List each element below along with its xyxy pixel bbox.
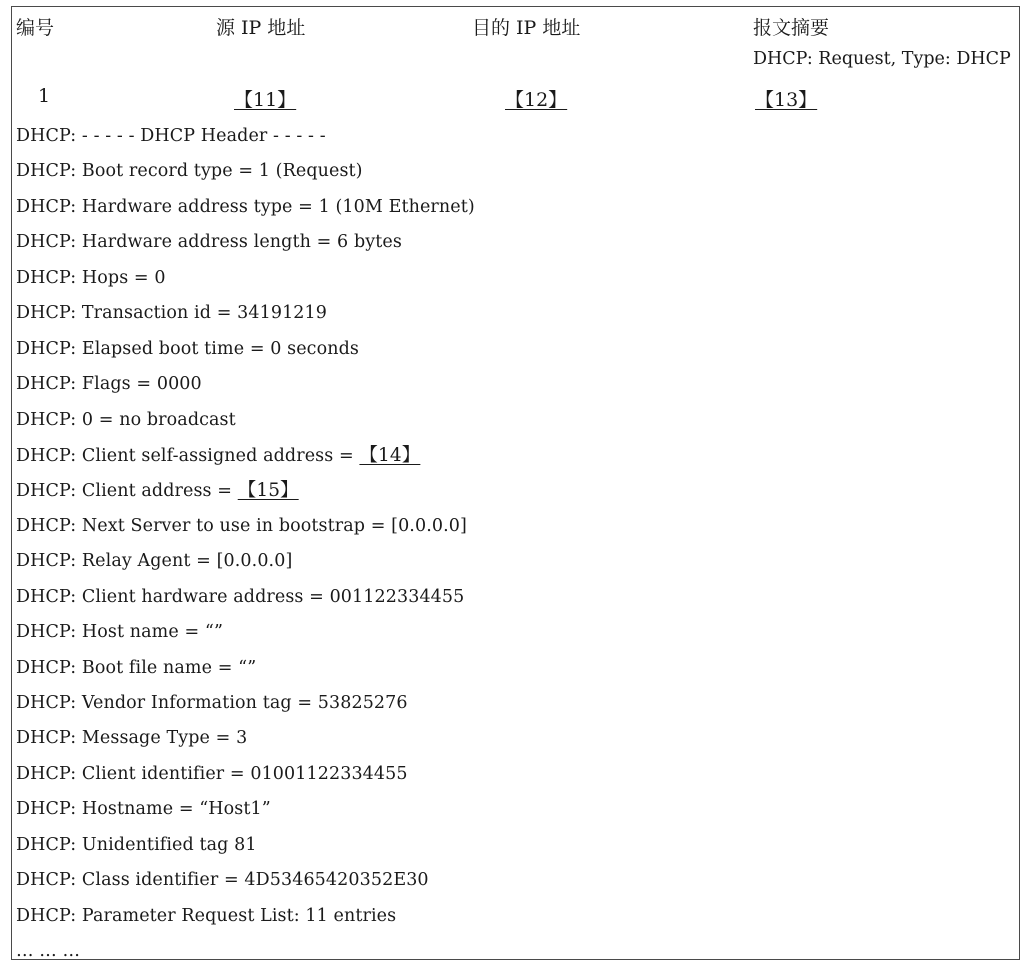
detail-line-text: DHCP: Client self-assigned address = xyxy=(16,445,360,466)
blank-14: 【14】 xyxy=(359,444,421,466)
detail-line: DHCP: Elapsed boot time = 0 seconds xyxy=(16,338,359,359)
blank-13: 【13】 xyxy=(755,89,818,111)
detail-line: DHCP: Next Server to use in bootstrap = [0.0.0.0] xyxy=(16,515,467,536)
dhcp-detail-lines xyxy=(16,119,1016,970)
detail-line: DHCP: Relay Agent = [0.0.0.0] xyxy=(16,551,293,572)
detail-line: DHCP: Flags = 0000 xyxy=(16,374,202,395)
detail-line: DHCP: Boot file name = “” xyxy=(16,657,257,678)
header-summary: 报文摘要 xyxy=(753,17,830,39)
detail-line: DHCP: Client hardware address = 001122334455 xyxy=(16,586,465,607)
detail-line: DHCP: Hops = 0 xyxy=(16,267,166,288)
detail-line: DHCP: Hardware address length = 6 bytes xyxy=(16,232,402,253)
detail-line: DHCP: Unidentified tag 81 xyxy=(16,834,257,855)
detail-line: DHCP: Hostname = “Host1” xyxy=(16,799,271,820)
detail-line: DHCP: Message Type = 3 xyxy=(16,728,248,749)
detail-line: DHCP: Client identifier = 01001122334455 xyxy=(16,763,408,784)
summary-value: DHCP: Request, Type: DHCP xyxy=(753,49,1011,69)
detail-line: DHCP: - - - - - DHCP Header - - - - - xyxy=(16,126,326,146)
detail-line-text: DHCP: Client address = xyxy=(16,481,238,502)
header-number: 编号 xyxy=(16,17,55,39)
detail-line: DHCP: Host name = “” xyxy=(16,622,224,643)
blank-15: 【15】 xyxy=(237,480,299,502)
detail-line-self-assigned xyxy=(16,438,1016,473)
detail-line: DHCP: Vendor Information tag = 53825276 xyxy=(16,693,408,713)
detail-line: DHCP: Boot record type = 1 (Request) xyxy=(16,161,363,182)
blank-12: 【12】 xyxy=(505,89,568,111)
row-number: 1 xyxy=(38,85,51,107)
header-source-ip: 源 IP 地址 xyxy=(216,17,306,39)
header-destination-ip: 目的 IP 地址 xyxy=(472,17,581,39)
detail-line: DHCP: Hardware address type = 1 (10M Ethernet) xyxy=(16,196,475,217)
detail-line: DHCP: Parameter Request List: 11 entries xyxy=(16,905,397,926)
detail-line: DHCP: Class identifier = 4D53465420352E30 xyxy=(16,870,429,891)
detail-line-client-address xyxy=(16,473,1016,508)
blank-11: 【11】 xyxy=(234,89,297,111)
ellipsis-line: … … … xyxy=(16,941,81,962)
detail-line: DHCP: 0 = no broadcast xyxy=(16,409,236,430)
detail-line: DHCP: Transaction id = 34191219 xyxy=(16,303,328,324)
